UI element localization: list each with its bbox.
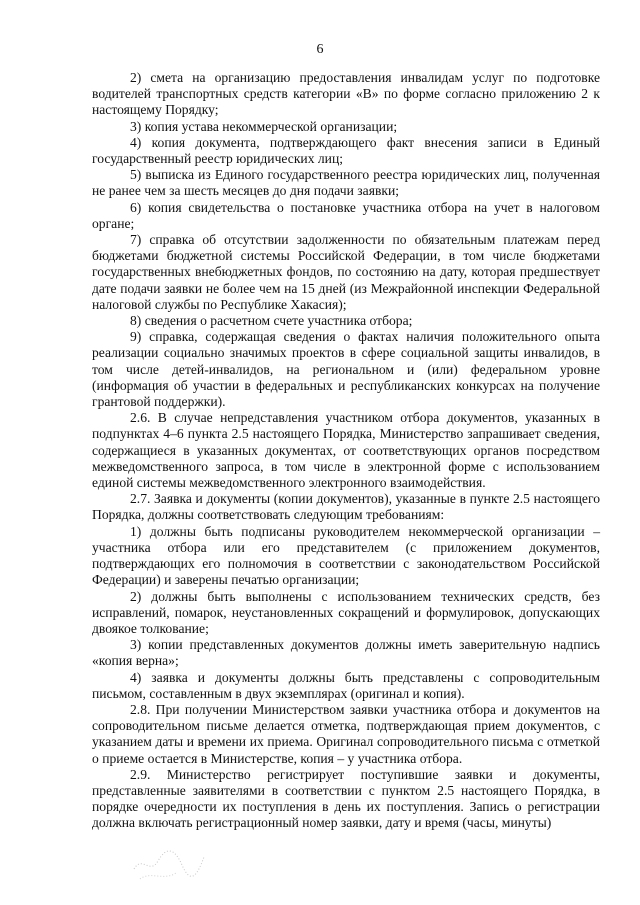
paragraph: 4) копия документа, подтверждающего факт внесения записи в Единый государственный реестр юридических лиц; xyxy=(92,134,600,167)
page-number: 6 xyxy=(316,42,324,57)
paragraph: 7) справка об отсутствии задолженности по обязательным платежам перед бюджетами бюджетной системы Российской Федерации, в том числе бюджетами государственных внебюджетных фондов, по состоянию на дату, которая предшествует дате подачи заявки не более чем на 15 дней (из Межрайонной инспекции Федеральной налоговой службы по Республике Хакасия); xyxy=(92,232,600,312)
paragraph: 9) справка, содержащая сведения о фактах наличия положительного опыта реализации социально значимых проектов в сфере социальной защиты инвалидов, в том числе детей-инвалидов, на региональном и (или) федеральном уровне (информация об участии в федеральных и республиканских конкурсах на получение грантовой поддержки). xyxy=(92,329,600,410)
paragraph: 3) копия устава некоммерческой организации; xyxy=(130,118,398,134)
paragraph: 2.8. При получении Министерством заявки участника отбора и документов на сопроводительном письме делается отметка, подтверждающая прием документов, с указанием даты и времени их приема. Оригинал сопроводительного письма с отметкой о приеме остается в Министерстве, копия – у участника отбора. xyxy=(92,701,600,766)
paragraph: 5) выписка из Единого государственного реестра юридических лиц, полученная не ранее чем за шесть месяцев до дня подачи заявки; xyxy=(92,167,600,199)
document-body xyxy=(92,70,600,832)
paragraph: 2) смета на организацию предоставления инвалидам услуг по подготовке водителей транспортных средств категории «В» по форме согласно приложению 2 к настоящему Порядку; xyxy=(92,70,600,118)
paragraph: 6) копия свидетельства о постановке участника отбора на учет в налоговом органе; xyxy=(92,199,600,231)
paragraph: 1) должны быть подписаны руководителем некоммерческой организации – участника отбора или его представителем (с приложением документов, подтверждающих его полномочия в соответствии с законодательством Российской Федерации) и заверены печатью организации; xyxy=(92,523,600,588)
faint-signature-mark xyxy=(130,835,210,885)
paragraph: 2) должны быть выполнены с использованием технических средств, без исправлений, помарок, неустановленных сокращений и формулировок, допускающих двоякое толкование; xyxy=(92,588,600,636)
paragraph: 8) сведения о расчетном счете участника отбора; xyxy=(130,313,413,329)
paragraph: 2.9. Министерство регистрирует поступившие заявки и документы, представленные заявителями в соответствии с пунктом 2.5 настоящего Порядка, в порядке очередности их поступления в день их поступления. Запись о регистрации должна включать регистрационный номер заявки, дату и время (часы, минуты) xyxy=(92,766,600,831)
paragraph: 4) заявка и документы должны быть представлены с сопроводительным письмом, составленным в двух экземплярах (оригинал и копия). xyxy=(92,669,600,701)
paragraph: 2.6. В случае непредставления участником отбора документов, указанных в подпунктах 4–6 пункта 2.5 настоящего Порядка, Министерство запрашивает сведения, содержащиеся в указанных документах, от соответствующих органов посредством межведомственного запроса, в том числе в электронной форме с использованием единой системы межведомственного электронного взаимодействия. xyxy=(92,410,600,491)
paragraph: 2.7. Заявка и документы (копии документов), указанные в пункте 2.5 настоящего Порядка, должны соответствовать следующим требованиям: xyxy=(92,491,600,523)
paragraph: 3) копии представленных документов должны иметь заверительную надпись «копия верна»; xyxy=(92,637,600,669)
